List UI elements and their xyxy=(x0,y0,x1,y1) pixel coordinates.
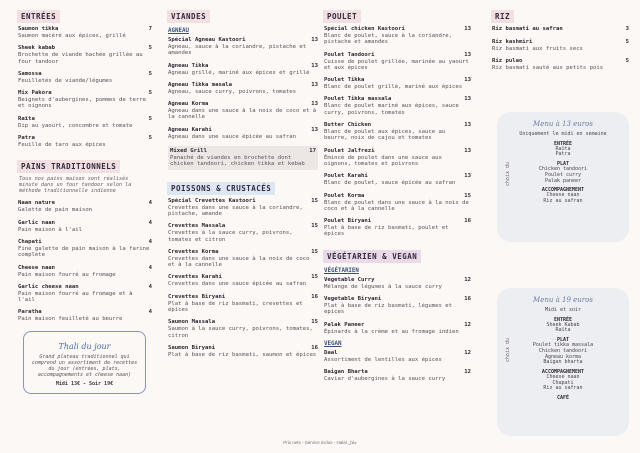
menu-item xyxy=(324,173,471,186)
thali-price: Midi 13€ - Soir 19€ xyxy=(55,380,114,387)
item-name: Mixed Grill xyxy=(170,148,208,155)
menu-item xyxy=(18,200,152,213)
menu-item xyxy=(18,45,152,65)
item-name: Raïta xyxy=(18,115,35,122)
column-viandes xyxy=(167,4,318,364)
item-desc: Saumon à la sauce curry, poivrons, tomates, citron xyxy=(168,326,313,339)
item-name: Patra xyxy=(18,135,35,142)
item-name: Vegetable Curry xyxy=(324,276,375,283)
pains-list xyxy=(17,200,152,322)
menu-item xyxy=(168,319,318,339)
item-price: 13 xyxy=(464,51,471,58)
item-price: 13 xyxy=(311,37,318,43)
item-desc: Assortiment de lentilles aux épices xyxy=(324,356,442,363)
item-desc: Riz basmati aux fruits secs xyxy=(492,46,583,52)
menu-item xyxy=(324,322,471,335)
item-price: 3 xyxy=(625,26,629,32)
item-name: Garlic cheese naan xyxy=(18,283,79,290)
item-price: 4 xyxy=(148,238,152,245)
sub-agneau: AGNEAU xyxy=(168,28,189,34)
item-desc: Plat à base de riz basmati, crevettes et épices xyxy=(168,300,303,314)
section-title-poulet: POULET xyxy=(323,10,361,23)
menu-item xyxy=(168,82,318,95)
item-name: Naan nature xyxy=(18,200,56,207)
item-price: 15 xyxy=(311,248,318,255)
menu-item xyxy=(168,63,318,76)
menu-item xyxy=(168,345,318,358)
item-name: Poulet Tikka massala xyxy=(324,96,392,103)
menu-item xyxy=(324,296,471,316)
menu-item xyxy=(168,198,318,218)
item-price: 13 xyxy=(464,147,471,154)
menu-item xyxy=(324,148,471,168)
menu-item xyxy=(324,52,471,72)
item-name: Riz pulao xyxy=(492,58,523,65)
section-title-riz: RIZ xyxy=(491,10,514,23)
item-name: Agneau Korma xyxy=(168,101,209,108)
item-price: 5 xyxy=(148,45,152,52)
item-name: Agneau Tikka masala xyxy=(168,81,232,88)
item-name: Crevettes Korma xyxy=(168,248,219,255)
menu-item xyxy=(324,122,471,142)
menu-item xyxy=(324,277,471,290)
item-name: Mix Pakora xyxy=(18,90,52,97)
item-price: 7 xyxy=(148,26,152,32)
item-price: 15 xyxy=(311,274,318,281)
menu-option: Patra xyxy=(555,151,571,158)
item-name: Crevettes Karahi xyxy=(168,274,222,281)
item-desc: Caviar d'aubergines à la sauce curry xyxy=(324,376,446,383)
item-desc: Blanc de poulet mariné aux épices, sauce curry, poivrons, tomates xyxy=(324,103,459,116)
item-desc: Panaché de viandes en brochette dont chicken tandoori, chicken tikka et kebab xyxy=(170,155,305,168)
section-title-vege: VÉGÉTARIEN & VEGAN xyxy=(323,250,421,263)
item-price: 12 xyxy=(464,321,471,328)
menu-option: Sheek Kabab xyxy=(546,321,580,328)
item-desc: Blanc de poulet dans une sauce à la noix de coco et à la cannelle xyxy=(324,199,469,212)
vegan-list xyxy=(323,350,471,383)
item-desc: Agneau grillé, mariné aux épices et grillé xyxy=(168,69,310,76)
item-price: 17 xyxy=(309,148,316,155)
menu-item xyxy=(168,294,318,314)
item-desc: Épinards à la crème et au fromage indien xyxy=(324,328,459,335)
menu-item xyxy=(324,26,471,46)
item-desc: Blanc de poulet, sauce à la coriandre, pistache et amandes xyxy=(324,33,452,46)
item-desc: Crevettes dans une sauce épicée au safran xyxy=(168,281,307,288)
menu-item xyxy=(492,58,629,71)
item-desc: Feuille de taro aux épices xyxy=(18,142,106,149)
menu-item xyxy=(492,26,629,33)
item-name: Poulet Tikka xyxy=(324,77,365,84)
item-price: 12 xyxy=(464,276,471,283)
menu-item xyxy=(324,96,471,116)
item-price: 12 xyxy=(464,369,471,376)
item-name: Samossa xyxy=(18,70,42,77)
item-desc: Crevettes dans une sauce à la coriandre, pistache, amande xyxy=(168,204,303,217)
menu-13-entree-label: ENTRÉE xyxy=(553,140,573,147)
menu-19-cafe-label: CAFÉ xyxy=(556,395,570,402)
menu-19-entree-label: ENTRÉE xyxy=(553,316,573,323)
menu-13-accomp-list xyxy=(497,193,629,204)
menu-item xyxy=(168,37,318,57)
item-price: 4 xyxy=(148,309,152,316)
menu-19-plat-label: PLAT xyxy=(556,337,570,344)
menu-option: Riz au safran xyxy=(543,197,583,204)
item-desc: Feuilletés de viande/légumes xyxy=(18,77,113,84)
item-price: 15 xyxy=(311,223,318,230)
item-name: Garlic naan xyxy=(18,219,56,226)
column-entrees xyxy=(17,4,152,394)
item-price: 13 xyxy=(464,122,471,129)
item-desc: Pain maison fourré au fromage et à l'ail xyxy=(18,290,133,304)
pains-note: Tous nos pains maison sont réalisés minute dans un four tandoor selon la méthode traditionnelle indienne xyxy=(19,176,132,195)
item-name: Daal xyxy=(324,349,338,356)
item-name: Saumon tikka xyxy=(18,26,59,32)
menu-19-title: Menu à 19 euros xyxy=(533,296,593,304)
column-poulet xyxy=(323,4,471,389)
menu-item xyxy=(324,77,471,90)
item-name: Spécial Agneau Kastoori xyxy=(168,37,246,43)
item-name: Sheek kabab xyxy=(18,45,56,52)
section-title-entrees: ENTRÉES xyxy=(17,10,60,23)
item-price: 13 xyxy=(311,126,318,133)
item-price: 5 xyxy=(148,115,152,122)
item-desc: Plat à base de riz basmati, saumon et épices xyxy=(168,351,317,358)
item-name: Saumon Biryani xyxy=(168,344,216,351)
menu-option: Raïta xyxy=(555,327,571,334)
thali-title: Thali du jour xyxy=(58,341,111,351)
item-price: 15 xyxy=(464,192,471,199)
menu-19-plat-list xyxy=(497,343,629,366)
menu-19-side-label: choix du xyxy=(505,338,511,363)
menu-option: Chicken tandoori xyxy=(538,347,588,354)
item-desc: Dip au yaourt, concombre et tomate xyxy=(18,122,133,129)
item-price: 5 xyxy=(625,39,629,45)
menu-item xyxy=(18,71,152,84)
item-desc: Riz basmati sauté aux petits pois xyxy=(492,65,604,72)
menu-19-accomp-list xyxy=(497,375,629,392)
sub-vegetarien: VÉGÉTARIEN xyxy=(324,267,359,274)
item-name: Poulet Karahi xyxy=(324,173,368,180)
item-name: Baigan Bharta xyxy=(324,369,368,376)
menu-13-card xyxy=(497,112,629,242)
menu-13-plat-list xyxy=(497,167,629,184)
entrees-list xyxy=(17,26,152,148)
menu-option: Chapati xyxy=(552,379,574,386)
item-desc: Plat à base de riz basmati, poulet et épices xyxy=(324,225,449,238)
poulet-list xyxy=(323,26,471,238)
item-name: Palak Paneer xyxy=(324,321,365,328)
menu-item xyxy=(18,220,152,233)
item-price: 5 xyxy=(625,58,629,65)
item-desc: Blanc de poulet grillé, mariné aux épices xyxy=(324,84,463,91)
menu-item xyxy=(168,101,318,121)
item-desc: Blanc de poulet aux épices, sauce au beurre, noix de cajou et tomates xyxy=(324,129,446,142)
menu-item xyxy=(324,369,471,382)
item-desc: Mélange de légumes à la sauce curry xyxy=(324,283,442,290)
item-desc: Blanc de poulet, sauce épicée au safran xyxy=(324,180,456,187)
menu-option: Raïta xyxy=(555,145,571,152)
section-title-pains: PAINS TRADITIONNELS xyxy=(17,160,120,173)
menu-item xyxy=(18,309,152,322)
menu-13-intro: Uniquement le midi en semaine xyxy=(519,131,607,137)
item-desc: Pain maison fourré au fromage xyxy=(18,271,116,278)
section-title-poissons: POISSONS & CRUSTACÉS xyxy=(167,182,275,195)
item-name: Poulet Biryani xyxy=(324,218,372,225)
item-name: Riz kashmiri xyxy=(492,39,533,45)
item-desc: Saumon macéré aux épices, grillé xyxy=(18,33,126,39)
menu-item xyxy=(168,274,318,287)
item-desc: Fine galette de pain maison à la farine complète xyxy=(18,245,150,259)
item-desc: Crevettes à la sauce curry, poivrons, tomates et citron xyxy=(168,230,293,243)
item-name: Spécial Crevettes Kastoori xyxy=(168,197,256,204)
item-name: Crevettes Biryani xyxy=(168,293,226,300)
menu-item xyxy=(18,116,152,129)
menu-item xyxy=(324,193,471,213)
mixed-grill-item xyxy=(168,146,318,170)
item-price: 13 xyxy=(464,173,471,180)
item-name: Vegetable Biryani xyxy=(324,296,382,303)
menu-option: Agneau korma xyxy=(544,353,582,360)
thali-text: Grand plateau traditionnel qui comprend un assortiment de recettes du jour (entrées, plats, accompagnements et cheese naan) xyxy=(31,353,138,378)
item-desc: Pain maison feuilleté au beurre xyxy=(18,316,123,323)
item-name: Butter Chicken xyxy=(324,122,372,129)
item-name: Crevettes Massala xyxy=(168,223,226,230)
item-price: 4 xyxy=(148,219,152,226)
menu-item xyxy=(168,127,318,140)
item-price: 15 xyxy=(311,319,318,326)
menu-item xyxy=(18,135,152,148)
item-price: 16 xyxy=(311,293,318,300)
item-desc: Crevettes dans une sauce à la noix de coco et à la cannelle xyxy=(168,255,310,269)
item-price: 16 xyxy=(311,344,318,351)
item-price: 13 xyxy=(311,81,318,88)
item-price: 16 xyxy=(464,218,471,225)
item-price: 4 xyxy=(148,264,152,271)
item-name: Saumon Massala xyxy=(168,319,216,326)
item-price: 13 xyxy=(311,101,318,108)
item-name: Paratha xyxy=(18,309,42,316)
item-price: 4 xyxy=(148,200,152,207)
item-price: 12 xyxy=(464,349,471,356)
item-price: 5 xyxy=(148,70,152,77)
riz-list xyxy=(491,26,629,72)
menu-item xyxy=(324,350,471,363)
item-name: Agneau Karahi xyxy=(168,126,212,133)
column-riz xyxy=(491,4,629,78)
viandes-list xyxy=(167,37,318,140)
menu-13-plat-label: PLAT xyxy=(556,161,570,168)
menu-item xyxy=(492,39,629,52)
section-title-viandes: VIANDES xyxy=(167,10,210,23)
item-name: Poulet Jalfrezi xyxy=(324,147,375,154)
item-name: Agneau Tikka xyxy=(168,62,209,69)
item-price: 16 xyxy=(464,296,471,303)
item-desc: Plat à base de riz basmati, légumes et épices xyxy=(324,303,452,316)
menu-19-accomp-label: ACCOMPAGNEMENT xyxy=(541,368,585,375)
footer-note: Prix nets - Service inclus - Halal حلال xyxy=(283,440,357,445)
menu-option: Cheese naan xyxy=(546,192,580,199)
menu-item xyxy=(18,90,152,110)
item-name: Spécial chicken Kastoori xyxy=(324,26,405,32)
item-name: Poulet Tandoori xyxy=(324,51,375,58)
thali-box xyxy=(23,331,146,394)
menu-item xyxy=(168,249,318,269)
item-name: Riz basmati au safran xyxy=(492,26,563,32)
menu-19-intro: Midi et soir xyxy=(544,307,582,313)
item-desc: Agneau dans une sauce à la noix de coco et à la cannelle xyxy=(168,108,317,121)
item-desc: Agneau, sauce curry, poivrons, tomates xyxy=(168,88,296,95)
item-desc: Brochette de viande hachée grillée au four tandoor xyxy=(18,52,143,65)
menu-item xyxy=(18,26,152,39)
menu-option: Chicken tandoori xyxy=(538,166,588,173)
item-desc: Agneau, sauce à la coriandre, pistache et amandes xyxy=(168,44,307,57)
item-name: Chapati xyxy=(18,238,42,245)
menu-item xyxy=(324,218,471,238)
item-price: 5 xyxy=(148,90,152,97)
menu-option: Poulet tikka massala xyxy=(532,342,594,349)
menu-13-title: Menu à 13 euros xyxy=(533,120,593,128)
poissons-list xyxy=(167,198,318,359)
menu-option: Riz au safran xyxy=(543,385,583,392)
menu-option: Cheese naan xyxy=(546,373,580,380)
menu-13-accomp-label: ACCOMPAGNEMENT xyxy=(541,187,585,194)
item-name: Poulet Korma xyxy=(324,192,365,199)
menu-item xyxy=(168,223,318,243)
menu-13-entree-list xyxy=(497,147,629,158)
item-desc: Galette de pain maison xyxy=(18,207,93,214)
item-desc: Émincé de poulet dans une sauce aux oignons, tomates et poivrons xyxy=(324,154,442,167)
item-price: 13 xyxy=(464,26,471,32)
item-desc: Cuisse de poulet grillée, marinée au yaourt et aux épices xyxy=(324,58,469,71)
item-desc: Agneau dans une sauce épicée au safran xyxy=(168,133,296,140)
menu-item xyxy=(18,284,152,304)
item-desc: Pain maison à l'ail xyxy=(18,226,82,233)
item-price: 4 xyxy=(148,283,152,290)
menu-option: Poulet curry xyxy=(544,171,582,178)
menu-item xyxy=(18,265,152,278)
item-price: 5 xyxy=(148,135,152,142)
item-price: 13 xyxy=(464,96,471,103)
vegetarien-list xyxy=(323,277,471,335)
item-name: Cheese naan xyxy=(18,264,56,271)
item-price: 13 xyxy=(464,77,471,84)
item-desc: Beignets d'aubergines, pommes de terre et oignons xyxy=(18,97,146,110)
sub-vegan: VEGAN xyxy=(324,340,342,347)
menu-19-card xyxy=(497,288,629,436)
menu-option: Baigan bharta xyxy=(543,359,583,366)
menu-option: Palak paneer xyxy=(544,177,582,184)
item-price: 15 xyxy=(311,197,318,204)
menu-13-side-label: choix du xyxy=(505,162,511,187)
menu-19-entree-list xyxy=(497,323,629,334)
menu-item xyxy=(18,239,152,259)
item-price: 13 xyxy=(311,62,318,69)
